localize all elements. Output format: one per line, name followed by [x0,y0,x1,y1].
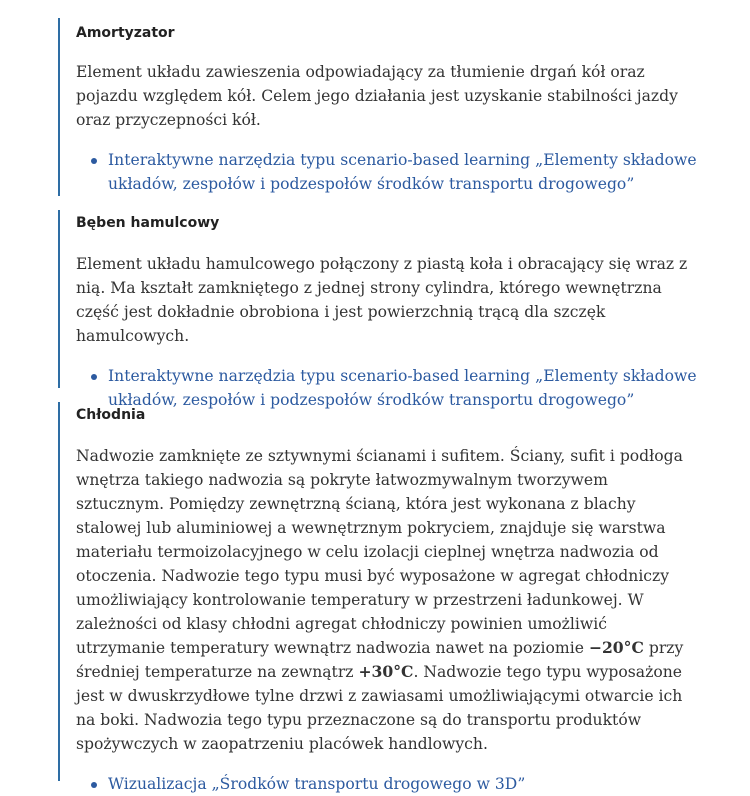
definition-text: przy średniej temperaturze na zewnątrz [76,639,684,681]
temperature-high: +30°C [358,662,414,681]
entry-definition: Element układu zawieszenia odpowiadający za tłumienie drgań kół oraz pojazdu względem kół. Celem jego działania jest uzyskanie stabilności jazdy oraz przyczepności kół. [76,63,678,129]
entry-term: Bęben hamulcowy [76,215,220,231]
bullet-icon [91,374,97,380]
glossary-entry [58,18,698,196]
entry-links [76,148,698,196]
entry-term: Chłodnia [76,407,146,423]
glossary-entry [58,210,698,409]
related-link[interactable]: Interaktywne narzędzia typu scenario-based learning „Elementy składowe układów, zespołów i podzespołów środków transportu drogowego” [108,367,697,409]
related-link[interactable]: Interaktywne narzędzia typu scenario-based learning „Elementy składowe układów, zespołów i podzespołów środków transportu drogowego” [108,151,697,193]
entry-term: Amortyzator [76,25,175,41]
bullet-icon [91,782,97,788]
entry-links [76,772,698,796]
list-item [76,148,698,196]
entry-definition: Element układu hamulcowego połączony z piastą koła i obracający się wraz z nią. Ma kształt zamkniętego z jednej strony cylindra, którego wewnętrzna część jest dokładnie obrobiona i jest powierzchnią trącą dla szczęk hamulcowych. [76,255,688,345]
bullet-icon [91,158,97,164]
related-link[interactable]: Wizualizacja „Środków transportu drogowego w 3D” [108,775,526,793]
temperature-low: −20°C [588,638,644,657]
definition-text: Nadwozie zamknięte ze sztywnymi ścianami i sufitem. Ściany, sufit i podłoga wnętrza takiego nadwozia są pokryte łatwozmywalnym tworzywem sztucznym. Pomiędzy zewnętrzną ścianą, która jest wykonana z blachy stalowej lub aluminiowej a wewnętrznym pokryciem, znajduje się warstwa materiału termoizolacyjnego w celu izolacji cieplnej wnętrza nadwozia od otoczenia. Nadwozie tego typu musi być wyposażone w agregat chłodniczy umożliwiający kontrolowanie temperatury w przestrzeni ładunkowej. W zależności od klasy chłodni agregat chłodniczy powinien umożliwić utrzymanie temperatury wewnątrz nadwozia nawet na poziomie [76,447,683,657]
definition-text: . Nadwozie tego typu wyposażone jest w dwuskrzydłowe tylne drzwi z zawiasami umożliwiającymi otwarcie ich na boki. Nadwozia tego typu przeznaczone są do transportu produktów spożywczych w zaopatrzeniu placówek handlowych. [76,663,683,753]
glossary-entry [58,402,698,793]
entry-definition [76,444,698,756]
list-item [76,772,698,796]
